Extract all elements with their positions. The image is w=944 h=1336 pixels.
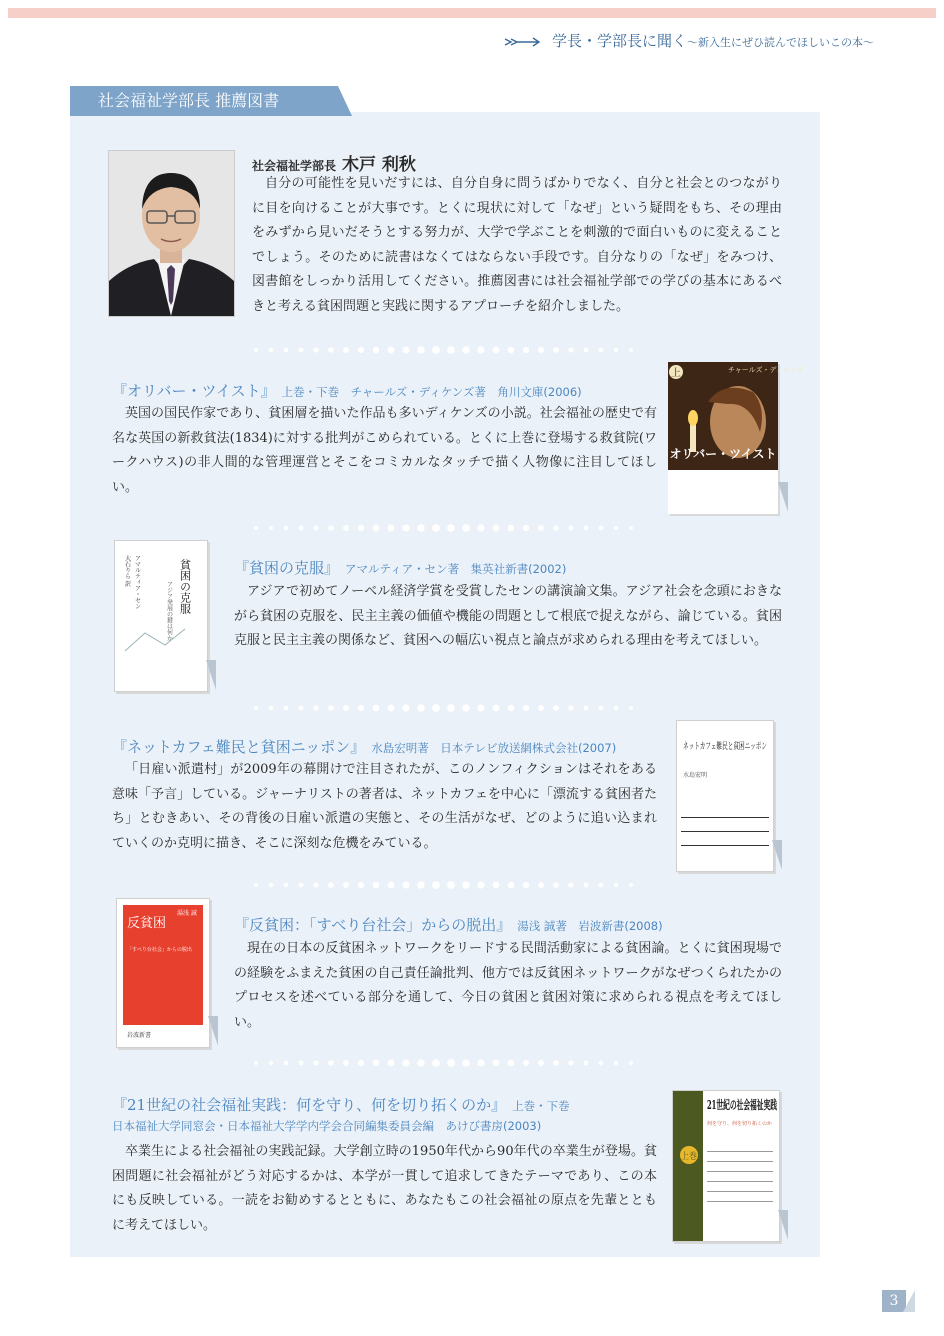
cover-subtitle: アジア発展の鍵は何か xyxy=(165,581,173,641)
separator-dot xyxy=(584,348,589,353)
separator-dot xyxy=(538,1060,544,1066)
separator-dot xyxy=(269,526,273,530)
separator-dot xyxy=(508,1060,515,1067)
separator-dot xyxy=(432,524,440,532)
cover-title: オリバー・ツイスト xyxy=(669,447,777,461)
section-tab: 社会福祉学部長 推薦図書 xyxy=(70,86,338,116)
separator-dot xyxy=(477,704,484,711)
separator-dot xyxy=(629,526,633,530)
separator-dot xyxy=(523,705,529,711)
dot-separator xyxy=(250,523,640,533)
separator-dot xyxy=(493,347,500,354)
cover-shadow xyxy=(772,840,782,870)
separator-dot xyxy=(599,526,604,531)
separator-dot xyxy=(538,882,544,888)
dean-portrait xyxy=(108,150,235,317)
arrow-icon xyxy=(503,36,543,48)
separator-dot xyxy=(629,348,633,352)
cover-title: 貧困の克服 xyxy=(178,559,192,614)
book-meta: 上巻・下巻 チャールズ・ディケンズ著 角川文庫(2006) xyxy=(281,385,582,399)
cover-author: チャールズ・ディケンズ xyxy=(728,366,804,374)
book-title xyxy=(234,557,566,578)
separator-dot xyxy=(462,704,470,712)
book-cover xyxy=(116,898,210,1048)
separator-dot xyxy=(553,525,559,531)
separator-dot xyxy=(523,882,529,888)
separator-dot xyxy=(508,882,515,889)
separator-dot xyxy=(462,1059,470,1067)
separator-dot xyxy=(493,1060,500,1067)
separator-dot xyxy=(402,1059,409,1066)
dean-name: 木戸 利秋 xyxy=(342,155,416,175)
separator-dot xyxy=(284,883,289,888)
book-meta: 上巻・下巻 xyxy=(512,1099,570,1113)
separator-dot xyxy=(477,1059,484,1066)
separator-dot xyxy=(568,347,573,352)
header-title: 学長・学部長に聞く xyxy=(551,32,687,50)
separator-dot xyxy=(523,347,529,353)
separator-dot xyxy=(417,346,425,354)
separator-dot xyxy=(313,347,318,352)
separator-dot xyxy=(584,706,589,711)
separator-dot xyxy=(614,1061,618,1065)
separator-dot xyxy=(584,526,589,531)
top-decorative-bar xyxy=(8,8,936,18)
separator-dot xyxy=(313,525,318,530)
separator-dot xyxy=(254,348,258,352)
separator-dot xyxy=(343,705,349,711)
separator-dot xyxy=(254,883,258,887)
separator-dot xyxy=(373,525,380,532)
book-title-text: 『貧困の克服』 xyxy=(234,559,340,577)
book-title-text: 『オリバー・ツイスト』 xyxy=(112,382,276,400)
separator-dot xyxy=(447,704,455,712)
separator-dot xyxy=(568,705,573,710)
separator-dot xyxy=(493,525,500,532)
separator-dot xyxy=(462,881,470,889)
separator-dot xyxy=(299,883,304,888)
separator-dot xyxy=(417,881,425,889)
dot-separator xyxy=(250,345,640,355)
cover-shadow xyxy=(778,1210,788,1240)
cover-translator: 大石りら 訳 xyxy=(123,555,131,587)
cover-volume: 上 xyxy=(671,368,681,379)
separator-dot xyxy=(358,525,364,531)
separator-dot xyxy=(269,706,273,710)
cover-shadow xyxy=(778,482,788,512)
book-description: 「日雇い派遣村」が2009年の幕開けで注目されたが、このノンフィクションはそれをある意味「予言」している。ジャーナリストの著者は、ネットカフェを中心に「漂流する貧困者たち」とむきあい、その背後の日雇い派遣の実態と、その生活がなぜ、どのように追い込まれていくのか克明に描き、そこに深刻な危機をみている。 xyxy=(112,762,657,851)
separator-dot xyxy=(568,525,573,530)
separator-dot xyxy=(447,881,455,889)
separator-dot xyxy=(508,347,515,354)
separator-dot xyxy=(373,1060,380,1067)
separator-dot xyxy=(553,1060,559,1066)
cover-subtitle: 何を守り、何を切り拓くのか xyxy=(707,1121,773,1127)
separator-dot xyxy=(343,525,349,531)
separator-dot xyxy=(553,347,559,353)
separator-dot xyxy=(462,524,470,532)
separator-dot xyxy=(373,705,380,712)
book-cover xyxy=(676,720,817,872)
separator-dot xyxy=(254,1061,258,1065)
cover-author: 水島宏明 xyxy=(683,772,708,779)
book-cover xyxy=(668,362,804,514)
separator-dot xyxy=(508,705,515,712)
separator-dot xyxy=(447,524,455,532)
separator-dot xyxy=(599,1061,604,1066)
separator-dot xyxy=(538,705,544,711)
separator-dot xyxy=(343,1060,349,1066)
cover-volume: 上巻 xyxy=(681,1152,700,1162)
separator-dot xyxy=(284,706,289,711)
separator-dot xyxy=(358,1060,364,1066)
separator-dot xyxy=(388,525,395,532)
separator-dot xyxy=(299,526,304,531)
separator-dot xyxy=(553,882,559,888)
separator-dot xyxy=(417,704,425,712)
separator-dot xyxy=(313,882,318,887)
separator-dot xyxy=(299,1061,304,1066)
separator-dot xyxy=(614,706,618,710)
separator-dot xyxy=(432,704,440,712)
separator-dot xyxy=(328,525,334,531)
dot-separator xyxy=(250,1058,640,1068)
page-flap xyxy=(903,1290,915,1312)
separator-dot xyxy=(299,348,304,353)
book-description: 現在の日本の反貧困ネットワークをリードする民間活動家による貧困論。とくに貧困現場での経験をふまえた貧困の自己責任論批判、他方では反貧困ネットワークがなぜつくられたかのプロセスを述べている部分を通して、今日の貧困と貧困対策に求められる視点を考えてほしい。 xyxy=(234,941,782,1030)
separator-dot xyxy=(328,705,334,711)
separator-dot xyxy=(388,882,395,889)
separator-dot xyxy=(614,526,618,530)
dot-separator xyxy=(250,703,640,713)
separator-dot xyxy=(584,883,589,888)
book-description: 卒業生による社会福祉の実践記録。大学創立時の1950年代から90年代の卒業生が登場。貧困問題に社会福祉がどう対応するかは、本学が一貫して追求してきたテーマであり、この本にも反映している。一読をお勧めするとともに、あなたもこの社会福祉の原点を先輩とともに考えてほしい。 xyxy=(112,1144,657,1233)
separator-dot xyxy=(538,347,544,353)
cover-author: アマルティア・セン xyxy=(133,555,141,609)
separator-dot xyxy=(629,1061,633,1065)
cover-series: 岩波新書 xyxy=(127,1032,152,1039)
book-cover xyxy=(114,540,208,692)
separator-dot xyxy=(432,881,440,889)
separator-dot xyxy=(523,1060,529,1066)
book-description: アジアで初めてノーベル経済学賞を受賞したセンの講演論文集。アジア社会を念頭におきながら貧困の克服を、民主主義の価値や機能の問題として根底で捉えながら、論じている。貧困克服と民主主義の関係など、貧困への幅広い視点と論点が求められる理由を考えてほしい。 xyxy=(234,584,782,649)
separator-dot xyxy=(284,1061,289,1066)
separator-dot xyxy=(477,524,484,531)
separator-dot xyxy=(523,525,529,531)
separator-dot xyxy=(462,346,470,354)
separator-dot xyxy=(614,348,618,352)
separator-dot xyxy=(373,347,380,354)
dot-separator xyxy=(250,880,640,890)
cover-shadow xyxy=(206,660,216,690)
separator-dot xyxy=(313,1060,318,1065)
cover-subtitle: 「すべり台社会」からの脱出 xyxy=(127,947,192,953)
separator-dot xyxy=(358,347,364,353)
separator-dot xyxy=(388,1060,395,1067)
cover-author: 湯浅 誠 xyxy=(177,910,197,917)
separator-dot xyxy=(447,346,455,354)
separator-dot xyxy=(614,883,618,887)
separator-dot xyxy=(417,1059,425,1067)
book-title xyxy=(112,736,616,757)
page-header xyxy=(503,30,874,51)
separator-dot xyxy=(269,883,273,887)
separator-dot xyxy=(477,346,484,353)
separator-dot xyxy=(358,705,364,711)
separator-dot xyxy=(417,524,425,532)
separator-dot xyxy=(328,882,334,888)
book-title-text: 『反貧困：「すべり台社会」からの脱出』 xyxy=(234,916,512,934)
separator-dot xyxy=(538,525,544,531)
separator-dot xyxy=(599,348,604,353)
separator-dot xyxy=(254,706,258,710)
separator-dot xyxy=(508,525,515,532)
separator-dot xyxy=(599,706,604,711)
cover-title: 反貧困 xyxy=(127,916,167,931)
separator-dot xyxy=(629,883,633,887)
separator-dot xyxy=(328,1060,334,1066)
separator-dot xyxy=(568,882,573,887)
separator-dot xyxy=(402,524,409,531)
book-cover xyxy=(672,1090,832,1242)
separator-dot xyxy=(343,347,349,353)
separator-dot xyxy=(402,881,409,888)
book-description: 英国の国民作家であり、貧困層を描いた作品も多いディケンズの小説。社会福祉の歴史で有名な英国の新救貧法(1834)に対する批判がこめられている。とくに上巻に登場する救貧院(ワークハウス)の非人間的な管理運営とそこをコミカルなタッチで描く人物像に注目してほしい。 xyxy=(112,406,657,495)
cover-title: ネットカフェ難民と貧困ニッポン xyxy=(683,742,817,752)
separator-dot xyxy=(299,706,304,711)
book-title-text: 『ネットカフェ難民と貧困ニッポン』 xyxy=(112,738,366,756)
separator-dot xyxy=(254,526,258,530)
separator-dot xyxy=(269,348,273,352)
separator-dot xyxy=(269,1061,273,1065)
separator-dot xyxy=(584,1061,589,1066)
separator-dot xyxy=(402,704,409,711)
book-meta: 湯浅 誠著 岩波新書(2008) xyxy=(517,919,663,933)
header-subtitle: 〜新入生にぜひ読んでほしいこの本〜 xyxy=(687,36,874,49)
separator-dot xyxy=(568,1060,573,1065)
separator-dot xyxy=(599,883,604,888)
book-title xyxy=(112,380,582,401)
page-number: 3 xyxy=(882,1290,906,1312)
separator-dot xyxy=(358,882,364,888)
separator-dot xyxy=(432,346,440,354)
separator-dot xyxy=(553,705,559,711)
separator-dot xyxy=(493,705,500,712)
book-meta: アマルティア・セン著 集英社新書(2002) xyxy=(345,562,567,576)
cover-title: 21世紀の社会福祉実践 xyxy=(707,1098,832,1112)
separator-dot xyxy=(388,347,395,354)
separator-dot xyxy=(388,705,395,712)
separator-dot xyxy=(477,881,484,888)
dean-message: 自分の可能性を見いだすには、自分自身に問うばかりでなく、自分と社会とのつながりに目を向けることが大事です。とくに現状に対して「なぜ」という疑問をもち、その理由をみずから見いだそうとする努力が、大学で学ぶことを刺激的で面白いものに変えることでしょう。そのために読書はなくてはならない手段です。自分なりの「なぜ」をみつけ、図書館をしっかり活用してください。推薦図書には社会福祉学部での学びの基本にあるべきと考える貧困問題と実践に関するアプローチを紹介しました。 xyxy=(252,176,782,314)
separator-dot xyxy=(373,882,380,889)
separator-dot xyxy=(402,346,409,353)
book-title xyxy=(112,1094,570,1115)
cover-shadow xyxy=(208,1016,218,1046)
book-publisher-line: 日本福祉大学同窓会・日本福祉大学学内学会合同編集委員会編 あけび書房(2003) xyxy=(112,1119,542,1133)
separator-dot xyxy=(629,706,633,710)
separator-dot xyxy=(313,705,318,710)
separator-dot xyxy=(284,526,289,531)
separator-dot xyxy=(493,882,500,889)
separator-dot xyxy=(447,1059,455,1067)
dean-position: 社会福祉学部長 xyxy=(252,159,337,173)
separator-dot xyxy=(284,348,289,353)
book-title-text: 『21世紀の社会福祉実践：何を守り、何を切り拓くのか』 xyxy=(112,1096,507,1114)
book-meta: 水島宏明著 日本テレビ放送網株式会社(2007) xyxy=(371,741,617,755)
separator-dot xyxy=(343,882,349,888)
book-title xyxy=(234,914,663,935)
separator-dot xyxy=(328,347,334,353)
separator-dot xyxy=(432,1059,440,1067)
